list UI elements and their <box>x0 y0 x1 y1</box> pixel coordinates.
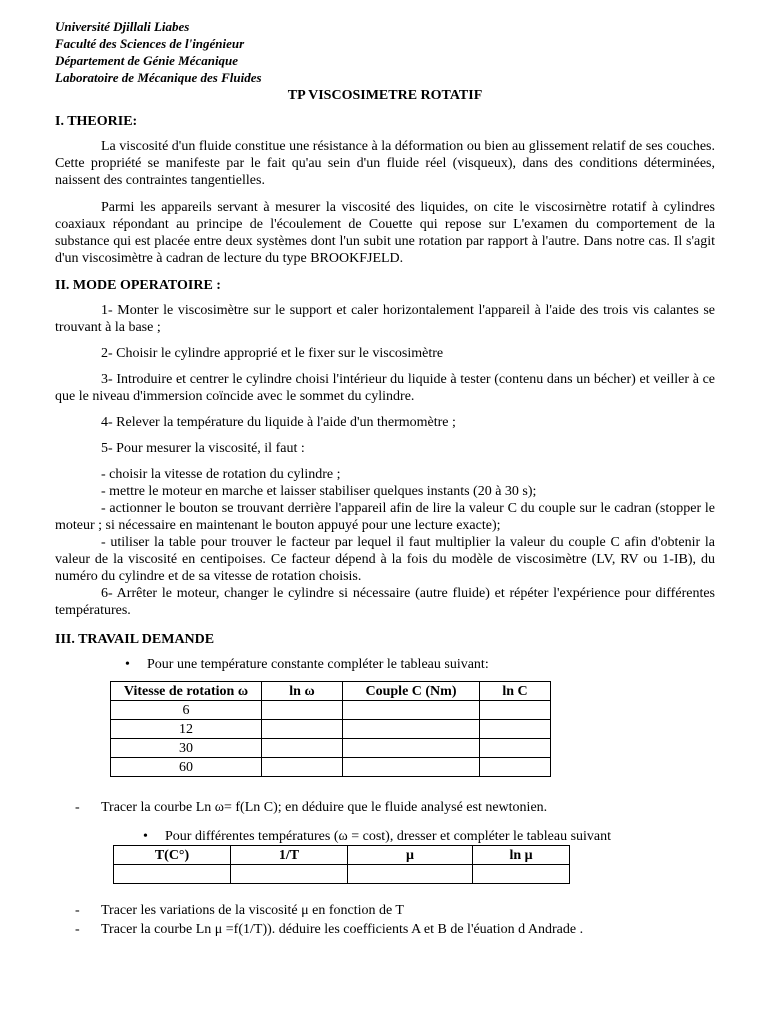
speed-cell: 12 <box>111 720 262 739</box>
instruction-dash-2 <box>55 902 715 919</box>
theory-paragraph-1: La viscosité d'un fluide constitue une résistance à la déformation ou bien au glissement relatif de ses couches. Cette propriété se manifeste par le fait qu'au sein d'un fluide réel (visqueux), dans des conditions déterminées, naissent des contraintes tangentielles. <box>55 139 715 188</box>
dash-marker: - <box>75 800 80 815</box>
laboratory-name: Laboratoire de Mécanique des Fluides <box>55 70 262 85</box>
instruction-bullet-1 <box>125 656 715 673</box>
step-6: 6- Arrêter le moteur, changer le cylindre si nécessaire (autre fluide) et répéter l'expérience pour différentes températures. <box>55 586 715 618</box>
rotation-table <box>110 681 551 777</box>
instruction-text: Tracer les variations de la viscosité μ en fonction de T <box>101 903 404 918</box>
empty-cell <box>231 865 348 884</box>
empty-cell <box>114 865 231 884</box>
bullet-marker: • <box>125 657 130 672</box>
section-mode-operatoire-heading: II. MODE OPERATOIRE : <box>55 278 221 293</box>
empty-cell <box>343 720 480 739</box>
instruction-text: Tracer la courbe Ln μ =f(1/T)). déduire les coefficients A et B de l'éuation d Andrade . <box>101 922 584 937</box>
step-5: 5- Pour mesurer la viscosité, il faut : <box>101 441 305 456</box>
speed-cell: 60 <box>111 758 262 777</box>
col-header-ln-omega: ln ω <box>262 682 343 701</box>
bullet-marker: • <box>143 829 148 844</box>
col-header-vitesse: Vitesse de rotation ω <box>111 682 262 701</box>
dash-marker: - <box>75 922 80 937</box>
step-4: 4- Relever la température du liquide à l'aide d'un thermomètre ; <box>101 415 456 430</box>
empty-cell <box>262 758 343 777</box>
empty-cell <box>473 865 570 884</box>
dash-marker: - <box>75 903 80 918</box>
table-row <box>111 739 551 758</box>
table-row <box>111 758 551 777</box>
col-header-couple: Couple C (Nm) <box>343 682 480 701</box>
section-theorie-heading: I. THEORIE: <box>55 114 138 129</box>
institution-header <box>55 18 715 86</box>
step-3: 3- Introduire et centrer le cylindre choisi l'intérieur du liquide à tester (contenu dans un bécher) et veiller à ce que le niveau d'immersion coïncide avec le sommet du cylindre. <box>55 372 715 404</box>
faculty-name: Faculté des Sciences de l'ingénieur <box>55 36 245 51</box>
table-row <box>111 720 551 739</box>
empty-cell <box>480 758 551 777</box>
col-header-temperature: T(C°) <box>114 846 231 865</box>
department-name: Département de Génie Mécanique <box>55 53 239 68</box>
theory-paragraph-2: Parmi les appareils servant à mesurer la viscosité des liquides, on cite le viscosirnètre rotatif à cylindres coaxiaux répondant au principe de l'écoulement de Couette qui repose sur L'examen du comportement de la substance qui est placée entre deux systèmes dont l'un subit une rotation par rapport à l'autre. Dans notre cas. Il s'agit d'un viscosimètre à cadran de lecture du type BROOKFJELD. <box>55 200 715 266</box>
speed-cell: 6 <box>111 701 262 720</box>
substep-1: - choisir la vitesse de rotation du cylindre ; <box>101 467 341 482</box>
temperature-table <box>113 845 570 884</box>
section-travail-heading: III. TRAVAIL DEMANDE <box>55 632 215 647</box>
empty-cell <box>343 701 480 720</box>
empty-cell <box>480 739 551 758</box>
speed-cell: 30 <box>111 739 262 758</box>
substep-3: - actionner le bouton se trouvant derrière l'appareil afin de lire la valeur C du couple sur le cadran (stopper le moteur ; si nécessaire en maintenant le bouton appuyé pour une lecture exacte); <box>55 501 715 533</box>
col-header-mu: μ <box>348 846 473 865</box>
empty-cell <box>262 739 343 758</box>
table-row <box>114 865 570 884</box>
instruction-text: Pour différentes températures (ω = cost), dresser et compléter le tableau suivant <box>165 829 612 844</box>
document-page <box>55 18 715 938</box>
step-2: 2- Choisir le cylindre approprié et le fixer sur le viscosimètre <box>101 346 444 361</box>
table-row <box>111 701 551 720</box>
instruction-dash-3 <box>55 921 715 938</box>
empty-cell <box>480 720 551 739</box>
empty-cell <box>480 701 551 720</box>
col-header-ln-mu: ln μ <box>473 846 570 865</box>
empty-cell <box>343 758 480 777</box>
instruction-dash-1 <box>55 799 715 816</box>
page-title: TP VISCOSIMETRE ROTATIF <box>287 88 483 103</box>
substep-2: - mettre le moteur en marche et laisser stabiliser quelques instants (20 à 30 s); <box>101 484 537 499</box>
empty-cell <box>343 739 480 758</box>
substep-4: - utiliser la table pour trouver le facteur par lequel il faut multiplier la valeur du couple C afin d'obtenir la valeur de la viscosité en centipoises. Ce facteur dépend à la fois du modèle de viscosimètre (LV, RV ou 1-IB), du numéro du cylindre et de sa vitesse de rotation choisis. <box>55 535 715 584</box>
table-header-row <box>111 682 551 701</box>
university-name: Université Djillali Liabes <box>55 19 190 34</box>
col-header-inverse-t: 1/T <box>231 846 348 865</box>
table-header-row <box>114 846 570 865</box>
empty-cell <box>348 865 473 884</box>
instruction-text: Pour une température constante compléter le tableau suivant: <box>147 657 489 672</box>
col-header-ln-c: ln C <box>480 682 551 701</box>
empty-cell <box>262 701 343 720</box>
step-1: 1- Monter le viscosimètre sur le support et caler horizontalement l'appareil à l'aide des trois vis calantes se trouvant à la base ; <box>55 303 715 335</box>
instruction-bullet-2 <box>143 828 715 845</box>
empty-cell <box>262 720 343 739</box>
instruction-text: Tracer la courbe Ln ω= f(Ln C); en déduire que le fluide analysé est newtonien. <box>101 800 548 815</box>
